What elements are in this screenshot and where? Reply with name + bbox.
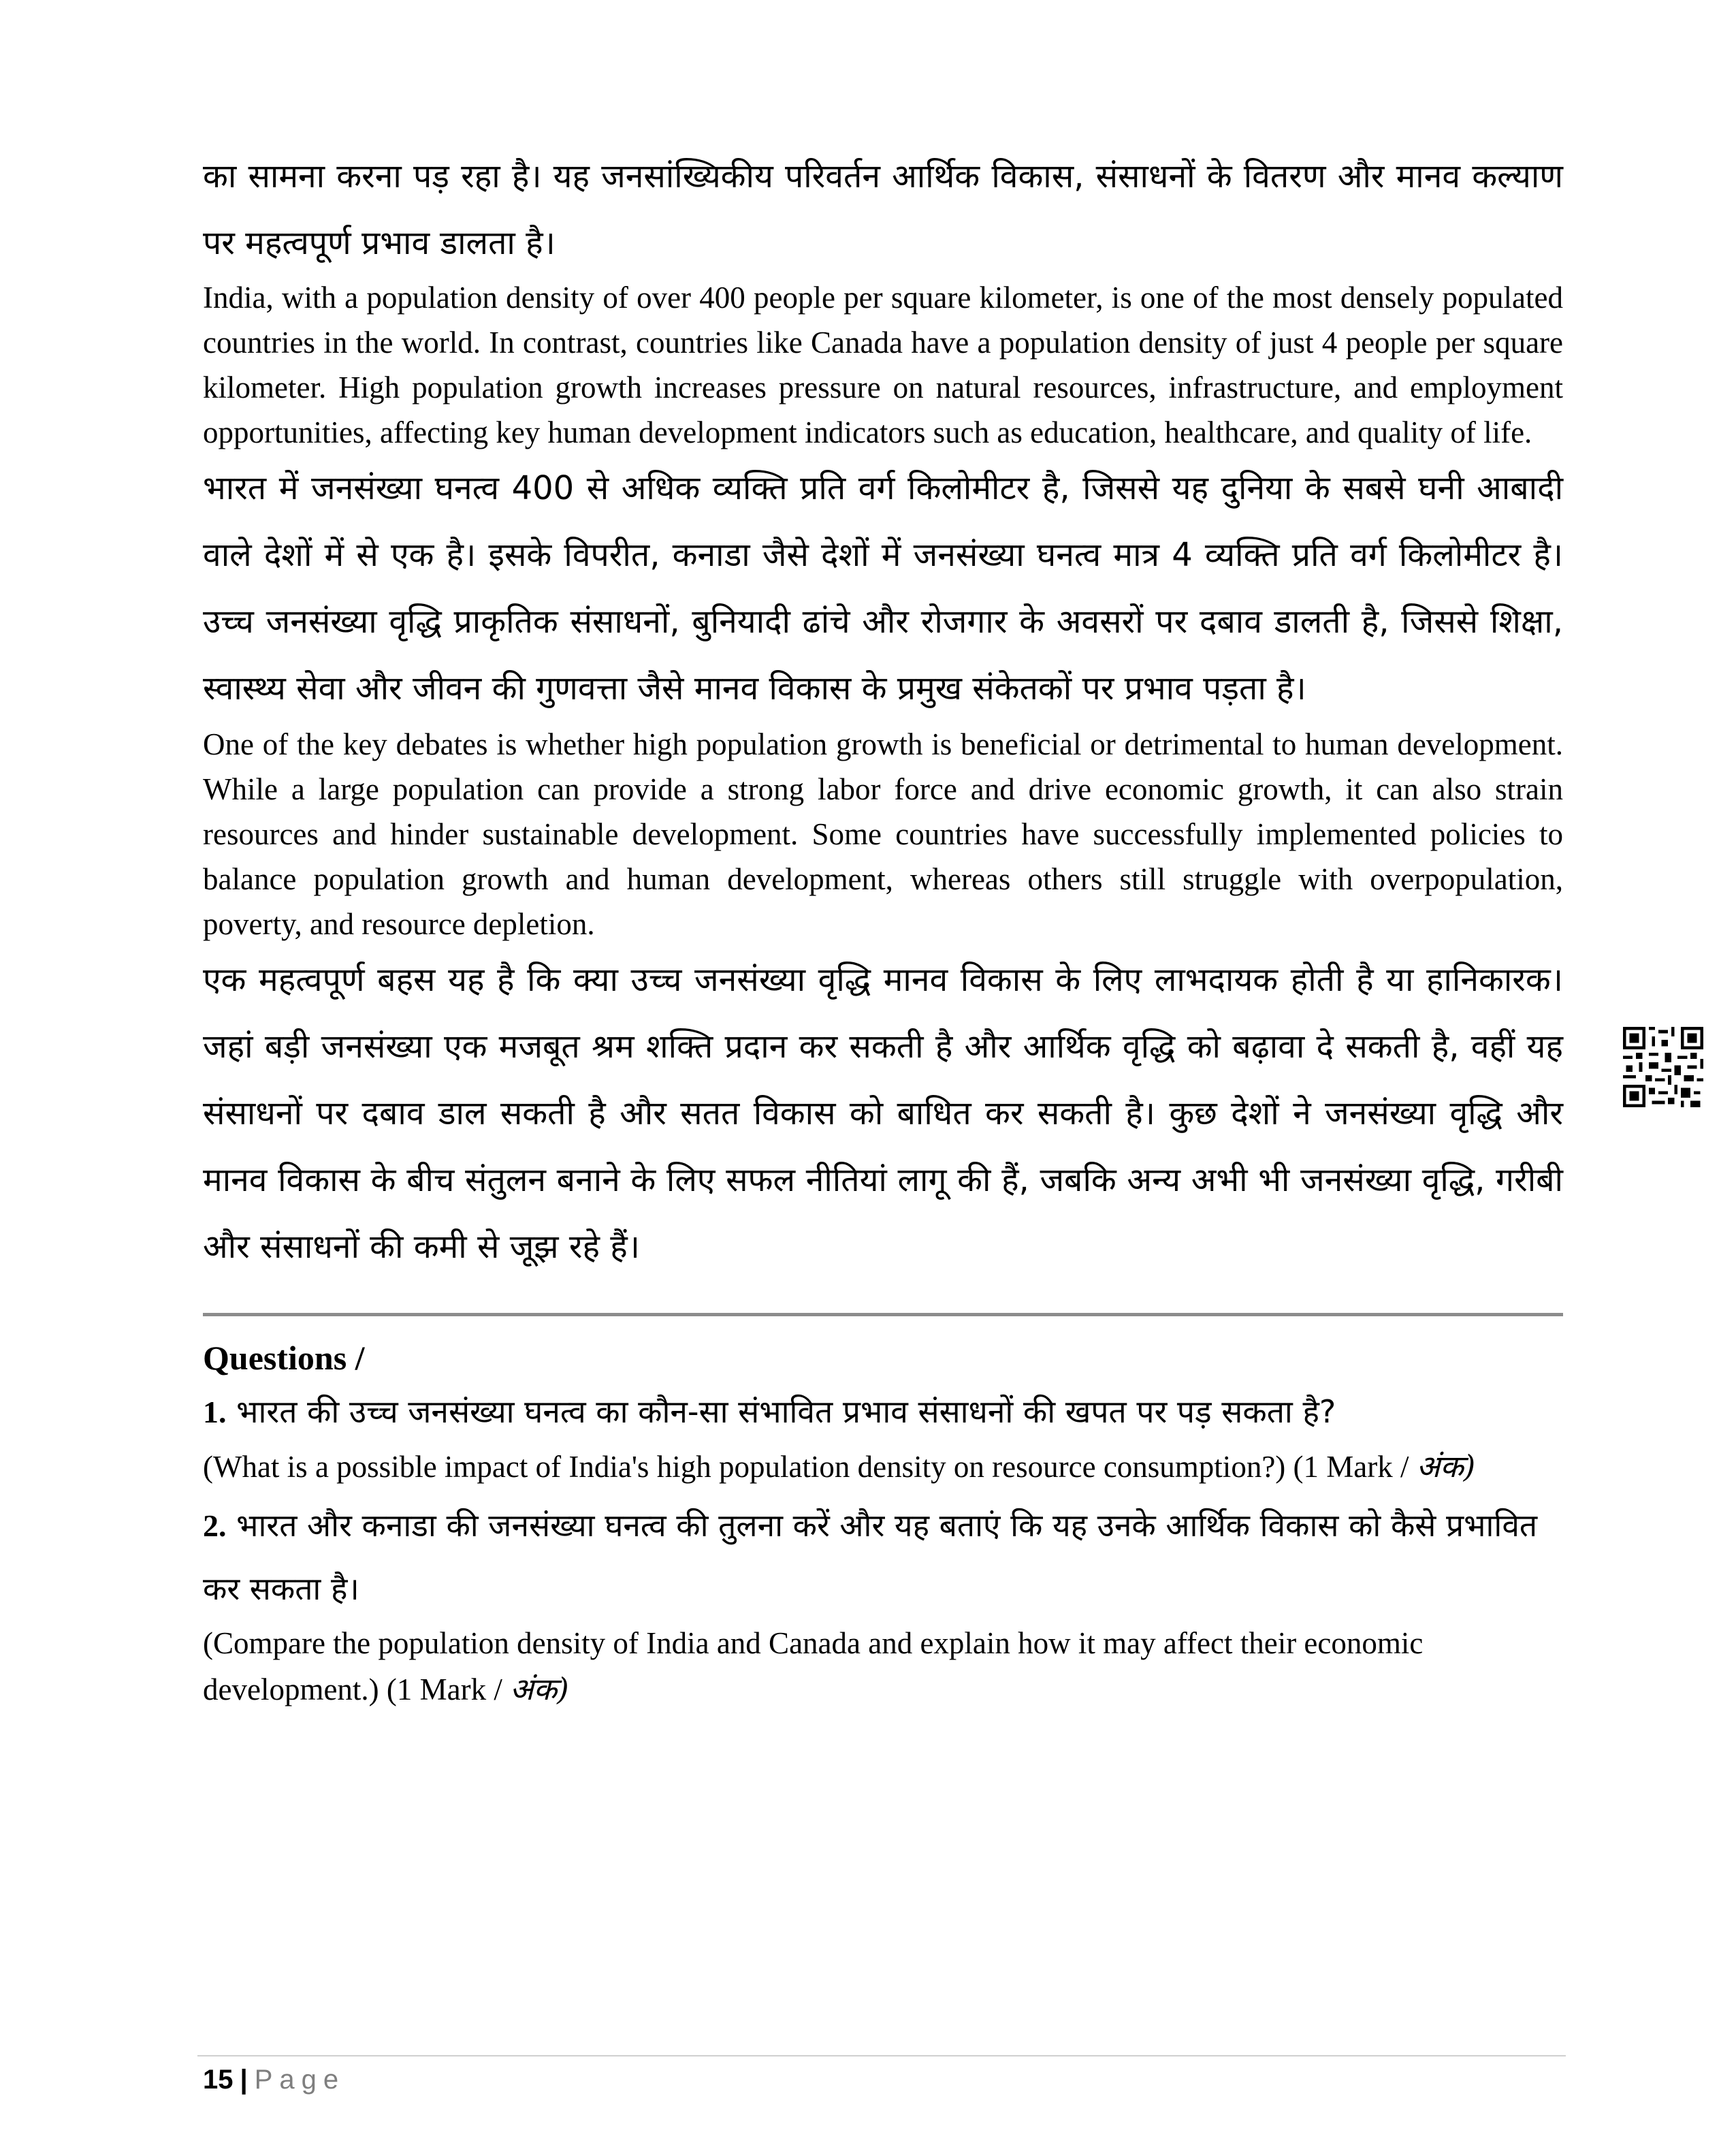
paragraph-english-debate: One of the key debates is whether high population growth is beneficial or detrimental to human development. While a large population can provide a strong labor force and drive economic growth, it can also strain resources and hinder sustainable development. Some countries have successfully implemented policies to balance population growth and human development, whereas others still struggle with overpopulation, poverty, and resource depletion. xyxy=(203,727,1563,941)
paragraph-english-density: India, with a population density of over 400 people per square kilometer, is one of the most densely populated countries in the world. In contrast, countries like Canada have a population density of just 4 people per square kilometer. High population growth increases pressure on natural resources, infrastructure, and employment opportunities, affecting key human development indicators such as education, healthcare, and quality of life. xyxy=(203,281,1563,449)
question-2-number: 2. xyxy=(203,1508,227,1543)
question-2-hindi xyxy=(203,1494,1563,1620)
question-2 xyxy=(203,1494,1563,1713)
question-1-english xyxy=(203,1444,1563,1490)
paragraph-hindi-debate: एक महत्वपूर्ण बहस यह है कि क्या उच्च जनसंख्या वृद्धि मानव विकास के लिए लाभदायक होती है या हानिकारक। जहां बड़ी जनसंख्या एक मजबूत श्रम शक्ति प्रदान कर सकती है और आर्थिक वृद्धि को बढ़ावा दे सकती है, वहीं यह संसाधनों पर दबाव डाल सकती है और सतत विकास को बाधित कर सकती है। कुछ देशों ने जनसंख्या वृद्धि और मानव विकास के बीच संतुलन बनाने के लिए सफल नीतियां लागू की हैं, जबकि अन्य अभी भी जनसंख्या वृद्धि, गरीबी और संसाधनों की कमी से जूझ रहे हैं। xyxy=(203,961,1563,1266)
question-2-mark-hindi: अंक) xyxy=(510,1671,569,1707)
question-2-english-text: (Compare the population density of India and Canada and explain how it may affect their economic development.) (1 Mark / xyxy=(203,1626,1424,1706)
section-divider xyxy=(203,1313,1563,1316)
question-2-hindi-text: भारत और कनाडा की जनसंख्या घनत्व की तुलना करें और यह बताएं कि यह उनके आर्थिक विकास को कैसे प्रभावित कर सकता है। xyxy=(203,1507,1538,1607)
question-2-english xyxy=(203,1620,1563,1713)
footer-separator: | xyxy=(240,2065,248,2095)
qr-code-icon[interactable] xyxy=(1623,1027,1703,1107)
question-1 xyxy=(203,1380,1563,1490)
page-label: Page xyxy=(254,2065,346,2095)
paragraph-hindi-density: भारत में जनसंख्या घनत्व 400 से अधिक व्यक्ति प्रति वर्ग किलोमीटर है, जिससे यह दुनिया के सबसे घनी आबादी वाले देशों में से एक है। इसके विपरीत, कनाडा जैसे देशों में जनसंख्या घनत्व मात्र 4 व्यक्ति प्रति वर्ग किलोमीटर है। उच्च जनसंख्या वृद्धि प्राकृतिक संसाधनों, बुनियादी ढांचे और रोजगार के अवसरों पर दबाव डालती है, जिससे शिक्षा, स्वास्थ्य सेवा और जीवन की गुणवत्ता जैसे मानव विकास के प्रमुख संकेतकों पर प्रभाव पड़ता है। xyxy=(203,469,1563,708)
page-footer xyxy=(203,2061,345,2099)
questions-heading: Questions / xyxy=(203,1339,365,1377)
question-1-english-text: (What is a possible impact of India's high population density on resource consumption?) (1 Mark / xyxy=(203,1450,1409,1484)
footer-divider xyxy=(197,2055,1566,2056)
question-1-mark-hindi: अंक) xyxy=(1416,1448,1476,1484)
page-number: 15 xyxy=(203,2065,234,2095)
page-content xyxy=(203,143,1563,1713)
question-1-number: 1. xyxy=(203,1395,227,1429)
paragraph-hindi-intro: का सामना करना पड़ रहा है। यह जनसांख्यिकीय परिवर्तन आर्थिक विकास, संसाधनों के वितरण और मानव कल्याण पर महत्वपूर्ण प्रभाव डालता है। xyxy=(203,157,1563,262)
question-1-hindi xyxy=(203,1380,1563,1444)
question-1-hindi-text: भारत की उच्च जनसंख्या घनत्व का कौन-सा संभावित प्रभाव संसाधनों की खपत पर पड़ सकता है? xyxy=(236,1393,1336,1430)
